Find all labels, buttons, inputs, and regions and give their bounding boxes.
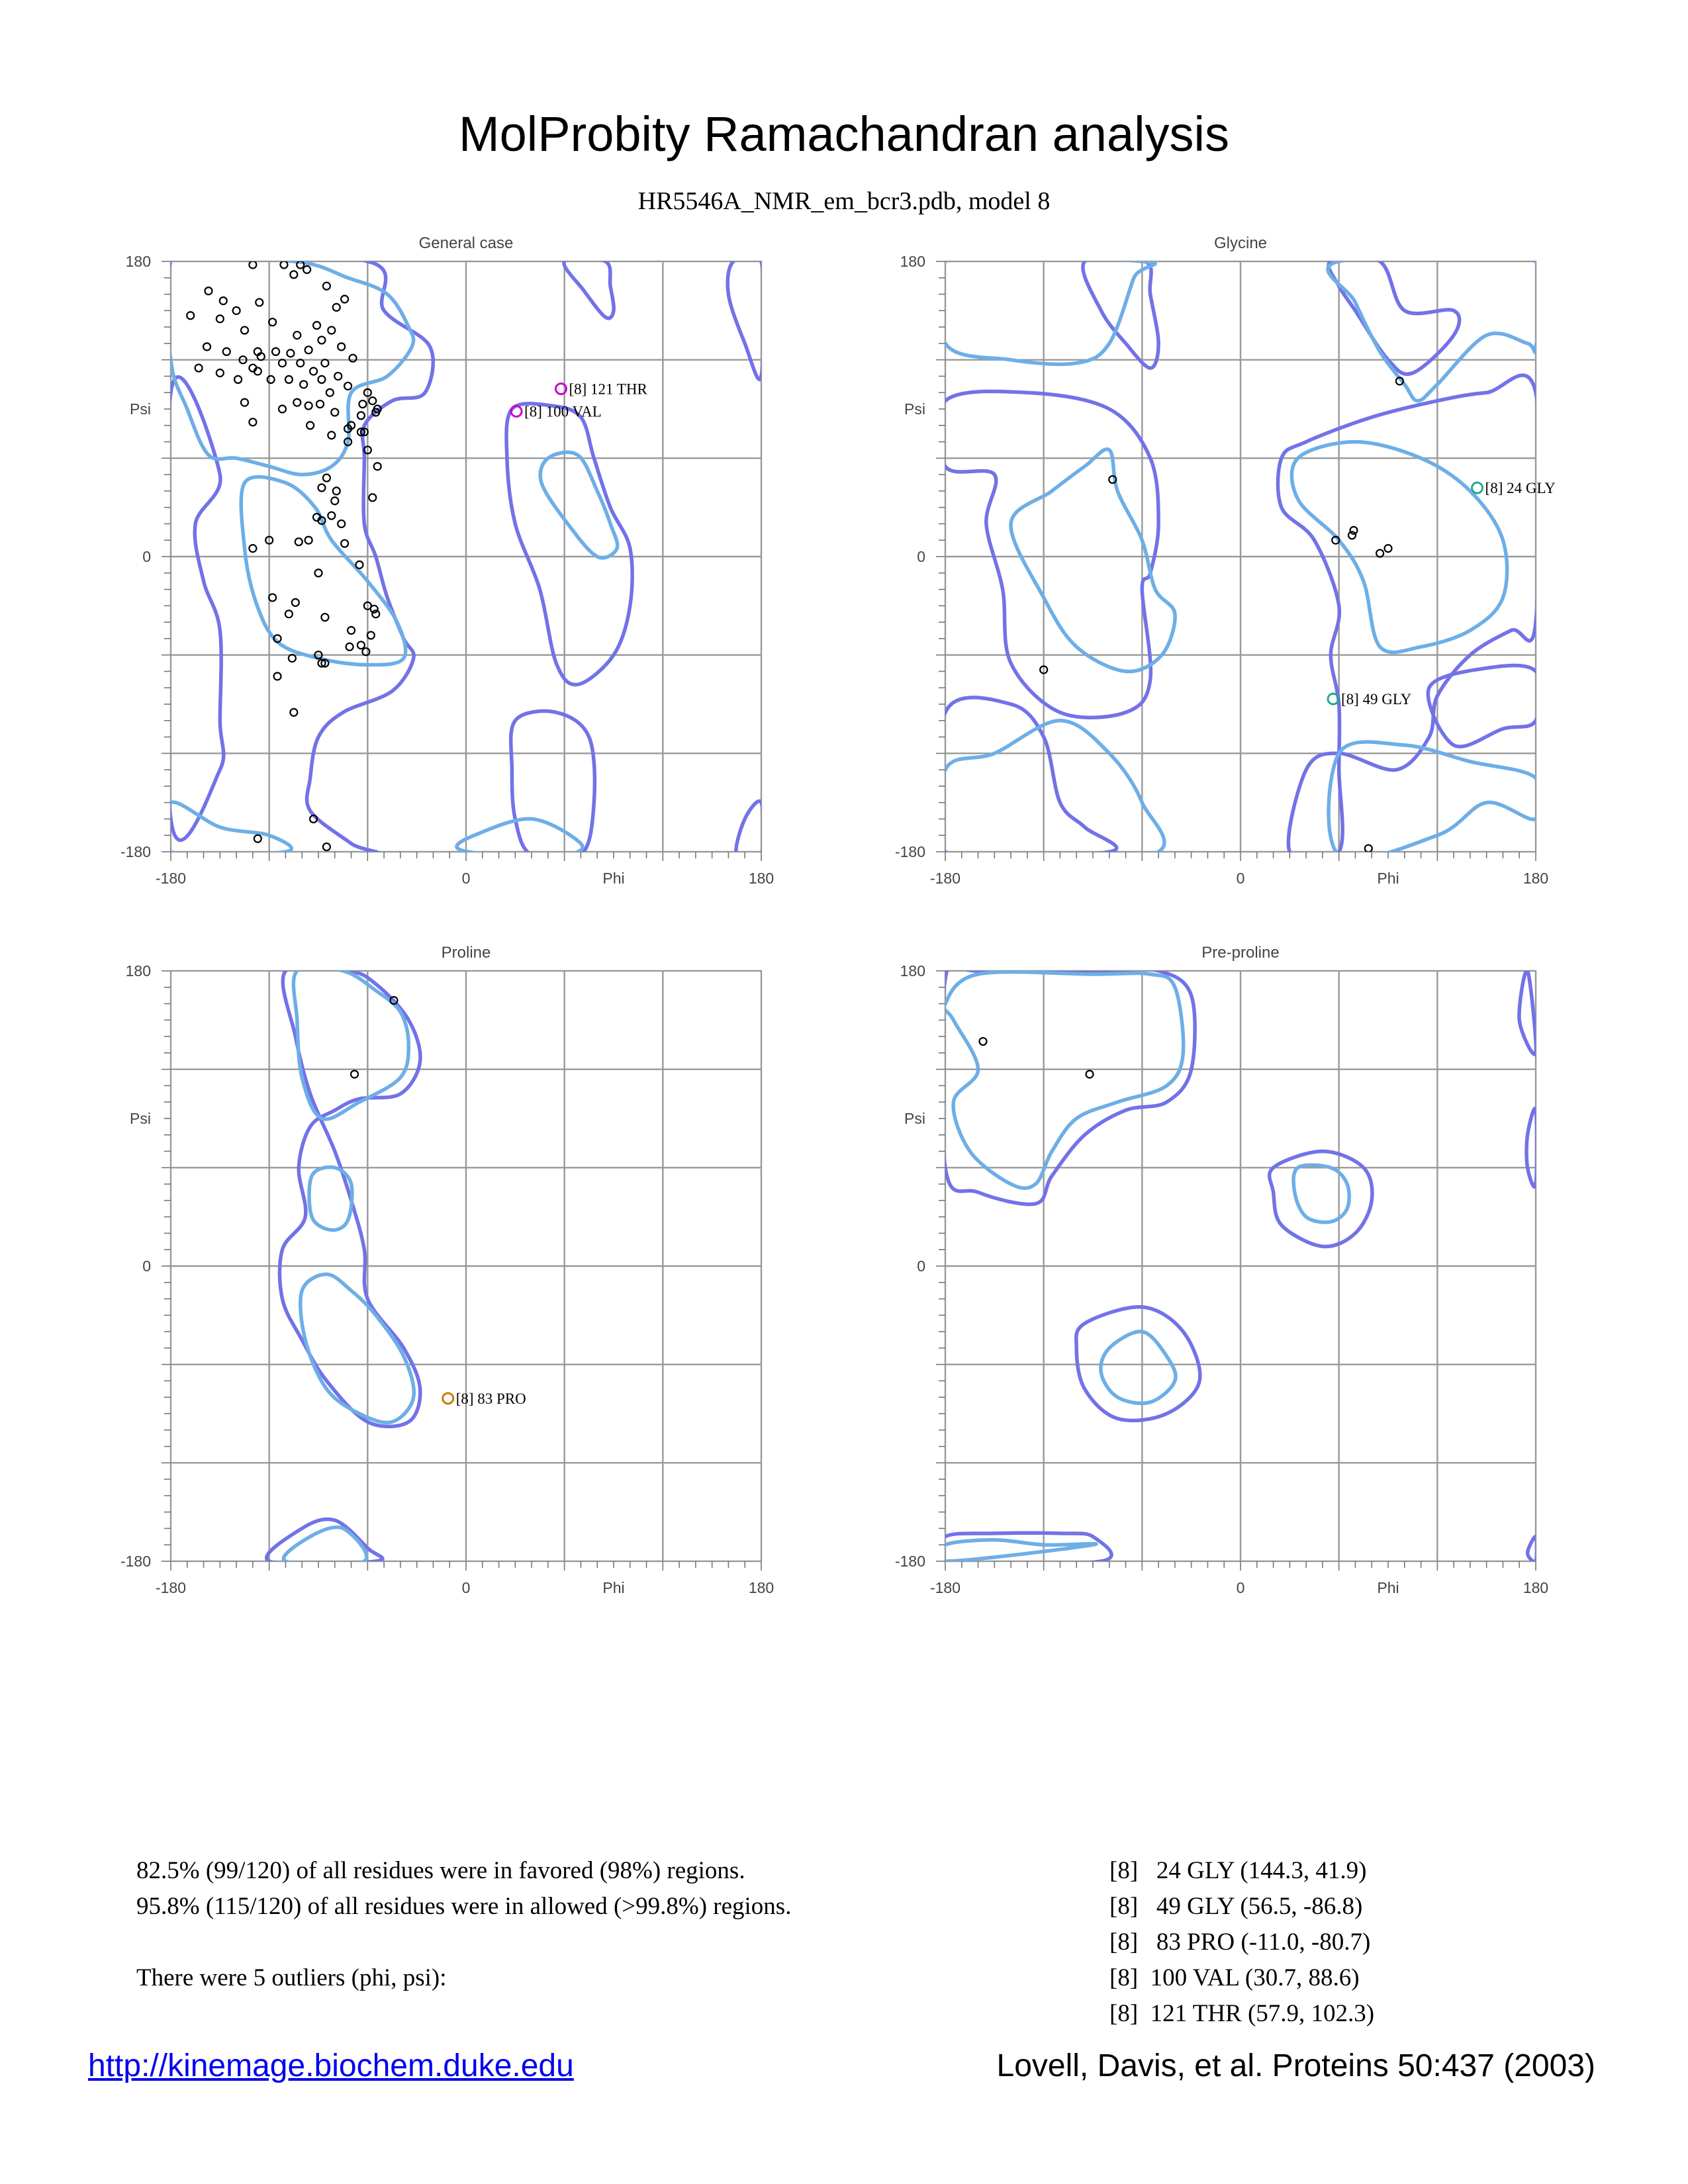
allowed-contour — [1329, 257, 1460, 374]
outlier-label: [8] 83 PRO — [455, 1390, 526, 1407]
residue-point — [1348, 531, 1356, 539]
outlier-entry: [8] 100 VAL (30.7, 88.6) — [1109, 1964, 1360, 1991]
residue-point — [305, 537, 312, 544]
allowed-summary: 95.8% (115/120) of all residues were in allowed (>99.8%) regions. — [136, 1893, 792, 1920]
residue-point — [293, 399, 301, 406]
residue-point — [341, 540, 348, 547]
residue-point — [350, 355, 357, 362]
residue-point — [305, 346, 312, 353]
points-group — [1040, 377, 1403, 852]
outlier-entry: [8] 83 PRO (-11.0, -80.7) — [1109, 1929, 1371, 1956]
favored-contour — [540, 452, 618, 557]
residue-point — [355, 561, 363, 569]
x-tick-label: Phi — [1377, 1579, 1399, 1596]
residue-point — [331, 408, 338, 416]
allowed-contour — [506, 404, 632, 685]
residue-point — [1086, 1071, 1094, 1078]
residue-point — [341, 295, 348, 302]
residue-point — [328, 432, 335, 439]
allowed-contour — [1528, 1537, 1537, 1562]
x-tick-label: 0 — [1236, 870, 1245, 887]
residue-point — [372, 610, 379, 617]
x-tick-label: 180 — [748, 870, 774, 887]
citation: Lovell, Davis, et al. Proteins 50:437 (2003) — [996, 2048, 1595, 2083]
outlier-label: [8] 100 VAL — [524, 403, 602, 420]
residue-point — [338, 520, 345, 527]
y-tick-label: 180 — [900, 253, 925, 270]
residue-point — [316, 400, 324, 408]
x-tick-label: -180 — [929, 870, 961, 887]
favored-contour — [301, 1274, 414, 1422]
panel-title: Proline — [441, 944, 491, 962]
y-tick-label: Psi — [904, 1110, 925, 1127]
residue-point — [315, 569, 322, 576]
allowed-contour — [511, 711, 595, 861]
outlier-entry: [8] 24 GLY (144.3, 41.9) — [1109, 1857, 1367, 1884]
favored-contour — [160, 802, 291, 856]
residue-point — [300, 381, 307, 388]
favored-contour — [1011, 449, 1175, 672]
x-tick-label: Phi — [602, 870, 625, 887]
points-group — [979, 1038, 1093, 1078]
residue-point — [323, 283, 330, 290]
y-tick-label: 0 — [142, 548, 151, 565]
x-tick-label: Phi — [602, 1579, 625, 1596]
residue-point — [249, 418, 256, 426]
y-tick-label: 0 — [917, 1257, 925, 1275]
residue-point — [338, 343, 345, 350]
y-tick-label: Psi — [130, 1110, 151, 1127]
residue-point — [321, 614, 328, 621]
residue-point — [272, 348, 279, 355]
residue-point — [318, 336, 325, 343]
residue-point — [305, 402, 312, 410]
residue-point — [241, 399, 248, 406]
residue-point — [333, 304, 340, 311]
residue-point — [1350, 527, 1357, 534]
outliers-header: There were 5 outliers (phi, psi): — [136, 1964, 447, 1991]
x-tick-label: Phi — [1377, 870, 1399, 887]
residue-point — [256, 298, 263, 306]
residue-point — [357, 641, 365, 649]
contour-group — [146, 216, 764, 899]
outlier-label: [8] 24 GLY — [1485, 480, 1556, 497]
y-tick-label: -180 — [894, 1553, 925, 1570]
x-tick-label: 180 — [1523, 870, 1549, 887]
residue-point — [285, 610, 293, 617]
outlier-point — [1472, 482, 1483, 493]
residue-point — [223, 348, 230, 355]
x-tick-label: -180 — [155, 870, 187, 887]
y-tick-label: -180 — [120, 843, 151, 860]
outlier-entry: [8] 121 THR (57.9, 102.3) — [1109, 2000, 1375, 2027]
residue-point — [333, 487, 340, 494]
x-tick-label: 0 — [461, 870, 471, 887]
residue-point — [187, 312, 194, 319]
favored-contour — [944, 972, 1184, 1189]
plot-panel — [895, 944, 1548, 1596]
residue-point — [267, 376, 275, 383]
residue-point — [351, 1071, 358, 1078]
allowed-contour — [1519, 970, 1536, 1054]
residue-point — [346, 643, 353, 651]
y-tick-label: Psi — [130, 400, 151, 418]
residue-point — [233, 307, 240, 314]
residue-point — [220, 297, 227, 304]
residue-point — [979, 1038, 986, 1045]
outlier-label: [8] 121 THR — [569, 381, 647, 398]
summary-stats — [136, 1853, 791, 1996]
residue-point — [331, 497, 338, 504]
favored-contour — [1101, 1332, 1176, 1403]
contour-group — [267, 966, 420, 1565]
y-tick-label: 180 — [900, 962, 925, 979]
plot-panel — [895, 234, 1556, 887]
residue-point — [318, 484, 325, 491]
residue-point — [279, 406, 286, 413]
residue-point — [285, 376, 293, 383]
favored-summary: 82.5% (99/120) of all residues were in favored (98%) regions. — [136, 1857, 745, 1884]
favored-contour — [1291, 442, 1507, 653]
x-tick-label: 0 — [1236, 1579, 1245, 1596]
residue-point — [216, 369, 224, 377]
residue-point — [274, 672, 281, 680]
residue-point — [359, 400, 366, 408]
allowed-contour — [564, 258, 614, 318]
residue-point — [205, 287, 212, 295]
favored-contour — [309, 1167, 352, 1230]
plot-panel — [120, 216, 774, 899]
points-group — [187, 261, 381, 850]
residue-point — [318, 376, 325, 383]
favored-contour — [932, 1540, 1096, 1561]
residue-point — [241, 327, 248, 334]
y-tick-label: Psi — [904, 400, 925, 418]
file-subtitle: HR5546A_NMR_em_bcr3.pdb, model 8 — [637, 187, 1051, 215]
contour-group — [931, 962, 1536, 1564]
outlier-entry: [8] 49 GLY (56.5, -86.8) — [1109, 1893, 1363, 1920]
x-tick-label: 180 — [748, 1579, 774, 1596]
residue-point — [323, 475, 330, 482]
favored-contour — [1328, 253, 1551, 401]
residue-point — [344, 383, 352, 390]
y-tick-label: 180 — [125, 253, 151, 270]
allowed-contour — [930, 698, 1116, 863]
points-group — [351, 997, 397, 1078]
favored-contour — [1293, 1165, 1349, 1222]
residue-point — [369, 494, 376, 501]
allowed-contour — [1428, 665, 1540, 747]
allowed-contour — [1526, 1109, 1537, 1187]
allowed-contour — [165, 377, 224, 841]
x-tick-label: -180 — [929, 1579, 961, 1596]
plot-panel — [120, 944, 774, 1596]
residue-point — [306, 422, 314, 429]
allowed-contour — [279, 966, 420, 1426]
kinemage-link[interactable]: http://kinemage.biochem.duke.edu — [88, 2048, 574, 2083]
x-tick-label: -180 — [155, 1579, 187, 1596]
residue-point — [195, 365, 203, 372]
page-title: MolProbity Ramachandran analysis — [459, 107, 1229, 161]
residue-point — [357, 412, 365, 419]
residue-point — [290, 271, 297, 278]
residue-point — [249, 545, 256, 552]
residue-point — [371, 606, 378, 613]
x-tick-label: 0 — [461, 1579, 471, 1596]
y-tick-label: -180 — [894, 843, 925, 860]
residue-point — [293, 332, 301, 339]
residue-point — [290, 709, 297, 716]
y-tick-label: 180 — [125, 962, 151, 979]
residue-point — [374, 463, 381, 470]
residue-point — [369, 397, 376, 404]
residue-point — [234, 376, 242, 383]
outlier-point — [443, 1393, 453, 1404]
residue-point — [292, 599, 299, 606]
residue-point — [323, 843, 330, 850]
y-tick-label: 0 — [917, 548, 925, 565]
outlier-list — [1109, 1853, 1374, 2032]
residue-point — [254, 835, 261, 842]
residue-point — [326, 389, 334, 396]
panel-title: Glycine — [1213, 234, 1268, 252]
residue-point — [313, 322, 320, 329]
residue-point — [287, 349, 294, 357]
contour-group — [928, 253, 1551, 864]
outlier-label: [8] 49 GLY — [1340, 691, 1412, 708]
residue-point — [1385, 545, 1392, 552]
residue-point — [334, 373, 342, 380]
y-tick-label: -180 — [120, 1553, 151, 1570]
residue-point — [203, 343, 211, 350]
favored-contour — [928, 255, 1155, 364]
panel-title: General case — [418, 234, 514, 252]
x-tick-label: 180 — [1523, 1579, 1549, 1596]
residue-point — [348, 627, 355, 634]
y-tick-label: 0 — [142, 1257, 151, 1275]
residue-point — [303, 266, 310, 273]
residue-point — [295, 538, 303, 545]
blank-line — [136, 1925, 791, 1960]
allowed-contour — [146, 216, 433, 899]
panel-title: Pre-proline — [1201, 944, 1280, 962]
residue-point — [310, 368, 317, 375]
residue-point — [328, 327, 335, 334]
residue-point — [216, 315, 224, 322]
residue-point — [328, 512, 335, 520]
